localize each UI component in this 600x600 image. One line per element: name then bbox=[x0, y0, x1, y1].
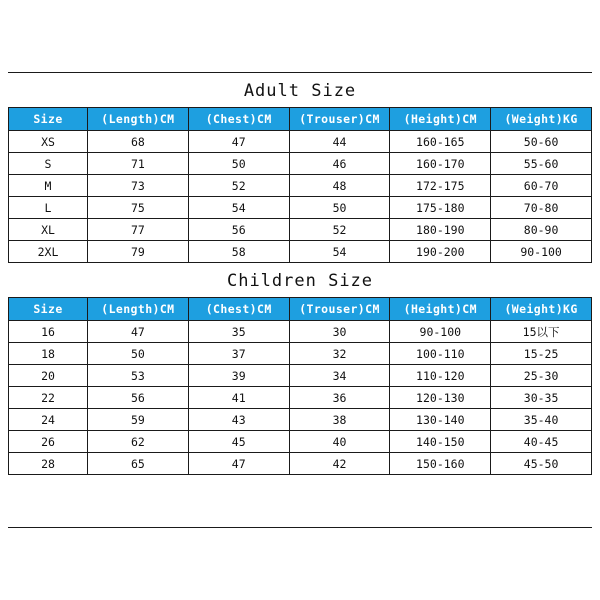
cell-weight: 70-80 bbox=[491, 197, 592, 219]
cell-length: 56 bbox=[88, 387, 189, 409]
cell-height: 100-110 bbox=[390, 343, 491, 365]
children-size-table bbox=[8, 297, 592, 475]
cell-size: 28 bbox=[9, 453, 88, 475]
cell-chest: 41 bbox=[188, 387, 289, 409]
cell-height: 172-175 bbox=[390, 175, 491, 197]
table-row bbox=[9, 409, 592, 431]
column-header-size: Size bbox=[9, 298, 88, 321]
cell-trouser: 54 bbox=[289, 241, 390, 263]
cell-size: XL bbox=[9, 219, 88, 241]
column-header-size: Size bbox=[9, 108, 88, 131]
cell-trouser: 48 bbox=[289, 175, 390, 197]
column-header-weight: (Weight)KG bbox=[491, 298, 592, 321]
table-row bbox=[9, 453, 592, 475]
cell-height: 150-160 bbox=[390, 453, 491, 475]
table-row bbox=[9, 175, 592, 197]
cell-size: 18 bbox=[9, 343, 88, 365]
cell-size: M bbox=[9, 175, 88, 197]
cell-weight: 30-35 bbox=[491, 387, 592, 409]
cell-length: 79 bbox=[88, 241, 189, 263]
cell-trouser: 44 bbox=[289, 131, 390, 153]
table-row bbox=[9, 197, 592, 219]
cell-height: 160-165 bbox=[390, 131, 491, 153]
cell-size: S bbox=[9, 153, 88, 175]
column-header-chest: (Chest)CM bbox=[188, 108, 289, 131]
cell-height: 190-200 bbox=[390, 241, 491, 263]
cell-chest: 35 bbox=[188, 321, 289, 343]
table-row bbox=[9, 131, 592, 153]
cell-height: 120-130 bbox=[390, 387, 491, 409]
size-chart-sheet bbox=[8, 72, 592, 528]
cell-height: 180-190 bbox=[390, 219, 491, 241]
cell-height: 160-170 bbox=[390, 153, 491, 175]
cell-trouser: 42 bbox=[289, 453, 390, 475]
cell-height: 110-120 bbox=[390, 365, 491, 387]
cell-weight: 60-70 bbox=[491, 175, 592, 197]
table-row bbox=[9, 387, 592, 409]
cell-size: L bbox=[9, 197, 88, 219]
cell-size: 22 bbox=[9, 387, 88, 409]
table-header-row bbox=[9, 108, 592, 131]
cell-length: 73 bbox=[88, 175, 189, 197]
cell-trouser: 38 bbox=[289, 409, 390, 431]
table-row bbox=[9, 431, 592, 453]
cell-chest: 45 bbox=[188, 431, 289, 453]
cell-length: 68 bbox=[88, 131, 189, 153]
cell-trouser: 36 bbox=[289, 387, 390, 409]
cell-length: 75 bbox=[88, 197, 189, 219]
cell-size: XS bbox=[9, 131, 88, 153]
column-header-trouser: (Trouser)CM bbox=[289, 298, 390, 321]
cell-weight: 15以下 bbox=[491, 321, 592, 343]
table-row bbox=[9, 321, 592, 343]
cell-length: 62 bbox=[88, 431, 189, 453]
cell-size: 24 bbox=[9, 409, 88, 431]
cell-size: 2XL bbox=[9, 241, 88, 263]
cell-length: 59 bbox=[88, 409, 189, 431]
cell-chest: 58 bbox=[188, 241, 289, 263]
adult-size-title: Adult Size bbox=[243, 81, 357, 101]
column-header-length: (Length)CM bbox=[88, 298, 189, 321]
cell-weight: 55-60 bbox=[491, 153, 592, 175]
cell-chest: 52 bbox=[188, 175, 289, 197]
cell-trouser: 32 bbox=[289, 343, 390, 365]
column-header-weight: (Weight)KG bbox=[491, 108, 592, 131]
cell-height: 175-180 bbox=[390, 197, 491, 219]
cell-height: 90-100 bbox=[390, 321, 491, 343]
adult-size-table-head bbox=[9, 108, 592, 131]
cell-length: 53 bbox=[88, 365, 189, 387]
cell-weight: 90-100 bbox=[491, 241, 592, 263]
adult-size-table bbox=[8, 107, 592, 263]
adult-size-table-body bbox=[9, 131, 592, 263]
cell-size: 20 bbox=[9, 365, 88, 387]
cell-chest: 56 bbox=[188, 219, 289, 241]
cell-weight: 80-90 bbox=[491, 219, 592, 241]
table-row bbox=[9, 153, 592, 175]
cell-chest: 43 bbox=[188, 409, 289, 431]
table-row bbox=[9, 219, 592, 241]
cell-trouser: 50 bbox=[289, 197, 390, 219]
table-header-row bbox=[9, 298, 592, 321]
column-header-trouser: (Trouser)CM bbox=[289, 108, 390, 131]
cell-length: 71 bbox=[88, 153, 189, 175]
cell-size: 16 bbox=[9, 321, 88, 343]
cell-length: 65 bbox=[88, 453, 189, 475]
cell-chest: 39 bbox=[188, 365, 289, 387]
children-size-title: Children Size bbox=[226, 271, 374, 291]
column-header-height: (Height)CM bbox=[390, 108, 491, 131]
cell-weight: 25-30 bbox=[491, 365, 592, 387]
cell-chest: 47 bbox=[188, 453, 289, 475]
cell-weight: 15-25 bbox=[491, 343, 592, 365]
cell-trouser: 40 bbox=[289, 431, 390, 453]
cell-weight: 50-60 bbox=[491, 131, 592, 153]
cell-trouser: 34 bbox=[289, 365, 390, 387]
table-row bbox=[9, 343, 592, 365]
cell-height: 130-140 bbox=[390, 409, 491, 431]
table-row bbox=[9, 365, 592, 387]
cell-trouser: 52 bbox=[289, 219, 390, 241]
cell-length: 47 bbox=[88, 321, 189, 343]
column-header-chest: (Chest)CM bbox=[188, 298, 289, 321]
cell-height: 140-150 bbox=[390, 431, 491, 453]
cell-weight: 40-45 bbox=[491, 431, 592, 453]
cell-trouser: 30 bbox=[289, 321, 390, 343]
cell-weight: 35-40 bbox=[491, 409, 592, 431]
column-header-height: (Height)CM bbox=[390, 298, 491, 321]
cell-chest: 47 bbox=[188, 131, 289, 153]
cell-weight: 45-50 bbox=[491, 453, 592, 475]
cell-chest: 37 bbox=[188, 343, 289, 365]
children-size-table-head bbox=[9, 298, 592, 321]
cell-length: 50 bbox=[88, 343, 189, 365]
cell-chest: 54 bbox=[188, 197, 289, 219]
table-row bbox=[9, 241, 592, 263]
children-size-table-body bbox=[9, 321, 592, 475]
cell-chest: 50 bbox=[188, 153, 289, 175]
cell-length: 77 bbox=[88, 219, 189, 241]
cell-trouser: 46 bbox=[289, 153, 390, 175]
column-header-length: (Length)CM bbox=[88, 108, 189, 131]
cell-size: 26 bbox=[9, 431, 88, 453]
